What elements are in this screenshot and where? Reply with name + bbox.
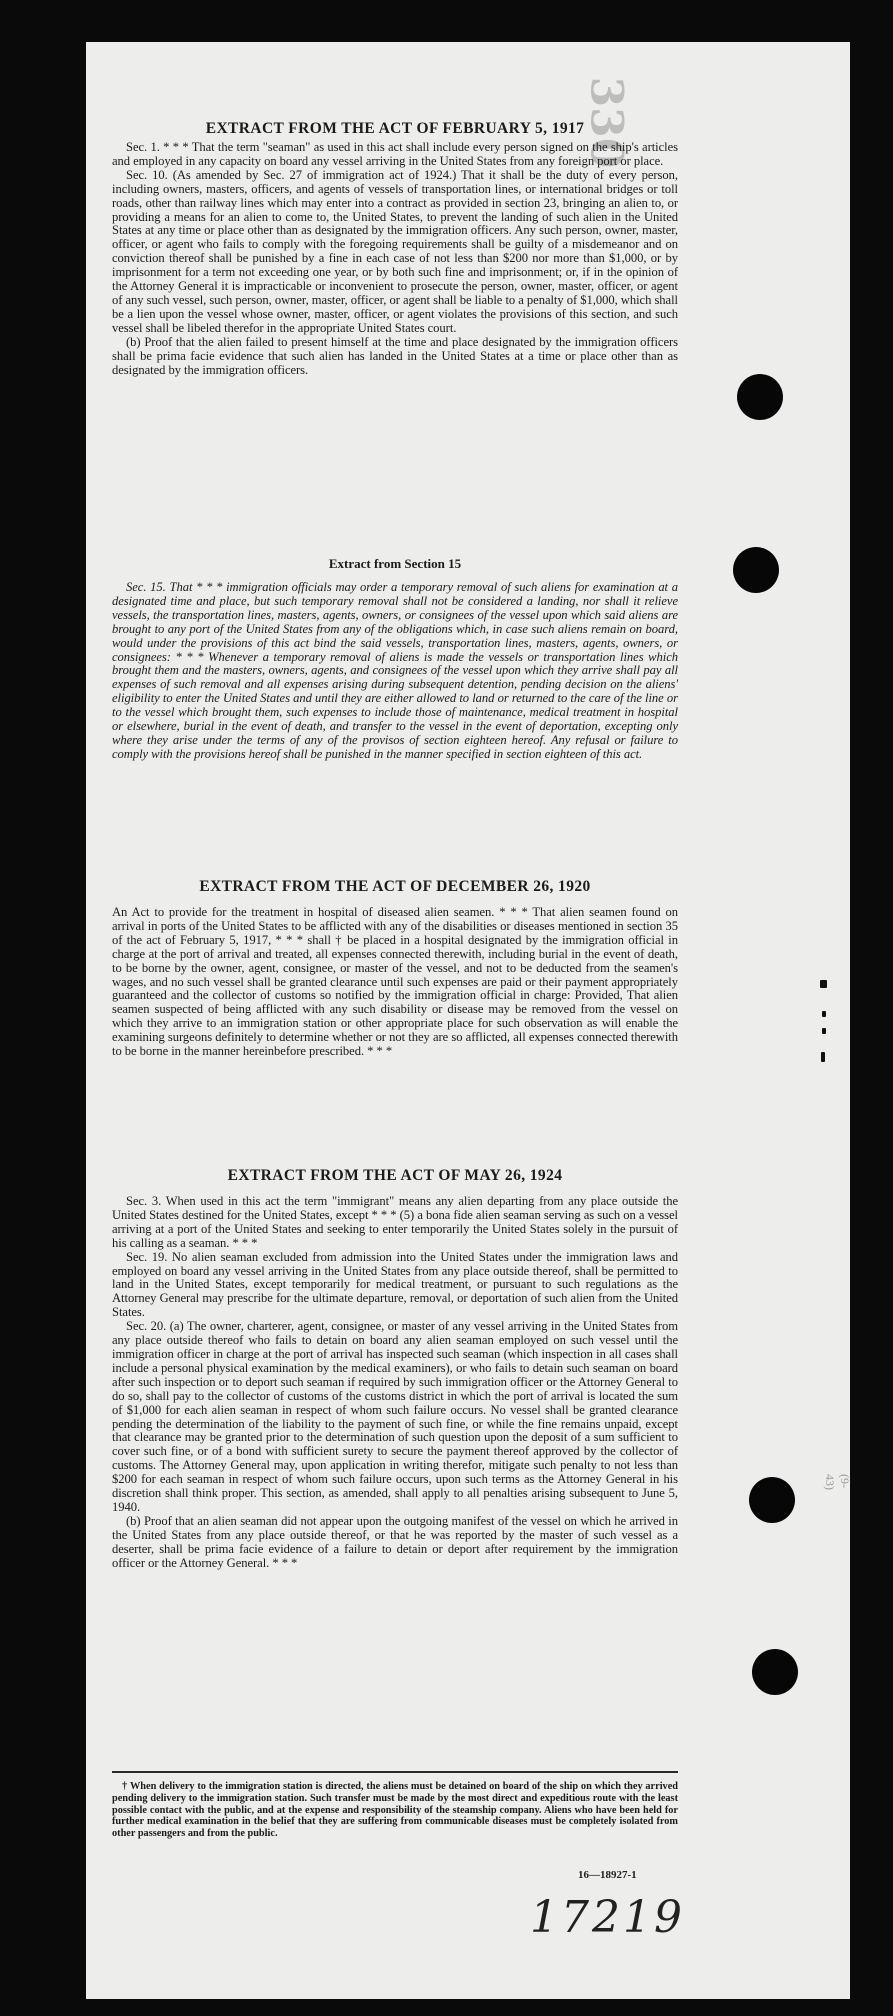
paragraph-sec10: Sec. 10. (As amended by Sec. 27 of immigration act of 1924.) That it shall be the duty of every person, including owners, masters, officers, and agents of vessels of transportation lines, or international bridges or toll roads, other than railway lines which may enter into a contract as provided in section 23, bringing an alien to, or providing a means for an alien to come to, the United States, to prevent the landing of such alien in the United States at any time or place other than as designated by the immigration officers. Any such person, owner, master, officer, or agent who fails to comply with the foregoing requirements shall be guilty of a misdemeanor and on conviction thereof shall be punished by a fine in each case of not less than $200 nor more than $1,000, or by imprisonment for a term not exceeding one year, or by both such fine and imprisonment; or, if in the opinion of the Attorney General it is impracticable or inconvenient to prosecute the person, owner, master, officer, or agent of any such vessel, such person, owner, master, officer, or agent shall be liable to a penalty of $1,000, which shall be a lien upon the vessel whose owner, master, officer, or agent violates the provisions of this section, and such vessel shall be libeled therefor in the appropriate United States court. [112, 167, 678, 335]
handwritten-number: 17219 [530, 1892, 685, 1943]
heading-section-15: Extract from Section 15 [328, 556, 462, 571]
margin-mark [822, 1011, 826, 1017]
section-15 [112, 556, 678, 762]
paragraph-sec1: Sec. 1. * * * That the term "seaman" as used in this act shall include every person signed on the ship's articles and employed in any capacity on board any vessel arriving in the United States from any foreign port or place. [112, 140, 678, 168]
punch-hole [752, 1649, 798, 1695]
paragraph-sec10b: (b) Proof that the alien failed to present himself at the time and place designated by the immigration officers shall be prima facie evidence that such alien has landed in the United States at a time or place other than as designated by the immigration officers. [112, 334, 678, 377]
footnote [112, 1781, 678, 1840]
punch-hole [749, 1477, 795, 1523]
footnote-text: † When delivery to the immigration station is directed, the aliens must be detained on board of the ship on which they arrived pending delivery to the immigration station. Such transfer must be made by the most direct and expeditious route with the least possible contact with the public, and at the expense and responsibility of the steamship company. Aliens who have been held for further medical examination in the belief that they are suffering from communicable diseases must be completely isolated from other passengers and from the public. [112, 1781, 678, 1840]
paragraph-sec3: Sec. 3. When used in this act the term "immigrant" means any alien departing from any place outside the United States destined for the United States, except * * * (5) a bona fide alien seaman serving as such on a vessel arriving at a port of the United States and seeking to enter temporarily the United States solely in the pursuit of his calling as a seaman. * * * [112, 1194, 678, 1250]
section-1917 [112, 120, 678, 377]
paragraph-sec15: Sec. 15. That * * * immigration officials may order a temporary removal of such aliens for examination at a designated time and place, but such temporary removal shall not be considered a landing, nor shall it relieve vessels, the transportation lines, masters, agents, owners, or consignees of the vessel upon which said aliens are brought to any port of the United States from any of the obligations which, in case such aliens remain on board, would under the provisions of this act bind the said vessels, transportation lines, masters, agents, owners, or consignees: * * * Whenever a temporary removal of aliens is made the vessels or transportation lines which brought them and the masters, owners, agents, and consignees of the vessel upon which they arrive shall pay all expenses of such removal and all expenses arising during subsequent detention, pending decision on the aliens' eligibility to enter the United States and until they are either allowed to land or returned to the care of the line or to the vessel which brought them, such expenses to include those of maintenance, medical treatment in hospital or elsewhere, burial in the event of death, and transfer to the vessel in the event of deportation, excepting only where they arise under the terms of any of the provisos of section eighteen hereof. Any refusal or failure to comply with the provisions hereof shall be punished in the manner specified in section eighteen of this act. [112, 580, 678, 761]
margin-mark [820, 980, 827, 988]
punch-hole [737, 374, 783, 420]
page-stamp: 330 [580, 76, 632, 169]
heading-1920: EXTRACT FROM THE ACT OF DECEMBER 26, 1920 [199, 878, 591, 895]
section-1920 [112, 878, 678, 1059]
section-1924 [112, 1167, 678, 1570]
edge-mark: (9-43) [823, 1474, 852, 1490]
paragraph-sec19: Sec. 19. No alien seaman excluded from admission into the United States under the immigration laws and employed on board any vessel arriving in the United States from any place outside thereof, shall be permitted to land in the United States, except temporarily for medical treatment, or pursuant to such regulations as the Attorney General may prescribe for the ultimate departure, removal, or deportation of such alien from the United States. [112, 1249, 678, 1320]
form-number: 16—18927-1 [578, 1869, 637, 1881]
footnote-divider [112, 1771, 678, 1773]
paragraph-1920: An Act to provide for the treatment in hospital of diseased alien seamen. * * * That alien seamen found on arrival in ports of the United States to be afflicted with any of the disabilities or diseases mentioned in section 35 of the act of February 5, 1917, * * * shall † be placed in a hospital designated by the immigration official in charge at the port of arrival and treated, all expenses connected therewith, including burial in the event of death, to be borne by the owner, agent, consignee, or master of the vessel, and not to be deducted from the seamen's wages, and no such vessel shall be granted clearance until such expenses are paid or their payment appropriately guaranteed and the collector of customs so notified by the immigration official in charge: Provided, That alien seamen suspected of being afflicted with any such disability or disease may be removed from the vessel on which they arrive to an immigration station or other appropriate place for such observation as will enable the examining surgeons definitely to determine whether or not they are so afflicted, all expenses connected therewith to be borne in the manner hereinbefore prescribed. * * * [112, 905, 678, 1059]
margin-mark [821, 1052, 825, 1062]
heading-1917: EXTRACT FROM THE ACT OF FEBRUARY 5, 1917 [205, 120, 585, 137]
paragraph-sec20a: Sec. 20. (a) The owner, charterer, agent, consignee, or master of any vessel arriving in the United States from any place outside thereof who fails to detain on board any alien seaman employed on such vessel until the immigration officer in charge at the port of arrival has inspected such seaman (which inspection in all cases shall include a personal physical examination by the medical examiners), or who fails to detain such seaman on board after such inspection or to deport such seaman if required by such immigration officer or the Attorney General to do so, shall pay to the collector of customs of the customs district in which the port of arrival is located the sum of $1,000 for each alien seaman in respect of whom such failure occurs. No vessel shall be granted clearance pending the determination of the liability to the payment of such fine, or while the fine remains unpaid, except that clearance may be granted prior to the determination of such question upon the deposit of a sum sufficient to cover such fine, or of a bond with sufficient surety to secure the payment thereof approved by the collector of customs. The Attorney General may, upon application in writing therefor, mitigate such penalty to not less than $200 for each seaman in respect of whom such failure occurs, upon such terms as the Attorney General in his discretion shall think proper. This section, as amended, shall apply to all penalties arising subsequent to June 5, 1940. [112, 1319, 678, 1514]
heading-1924: EXTRACT FROM THE ACT OF MAY 26, 1924 [227, 1167, 563, 1184]
punch-hole [733, 547, 779, 593]
margin-mark [822, 1028, 826, 1034]
paragraph-sec20b: (b) Proof that an alien seaman did not appear upon the outgoing manifest of the vessel on which he arrived in the United States from any place outside thereof, or that he was reported by the master of such vessel as a deserter, shall be prima facie evidence of a failure to detain or deport after requirement by the immigration officer or the Attorney General. * * * [112, 1513, 678, 1570]
